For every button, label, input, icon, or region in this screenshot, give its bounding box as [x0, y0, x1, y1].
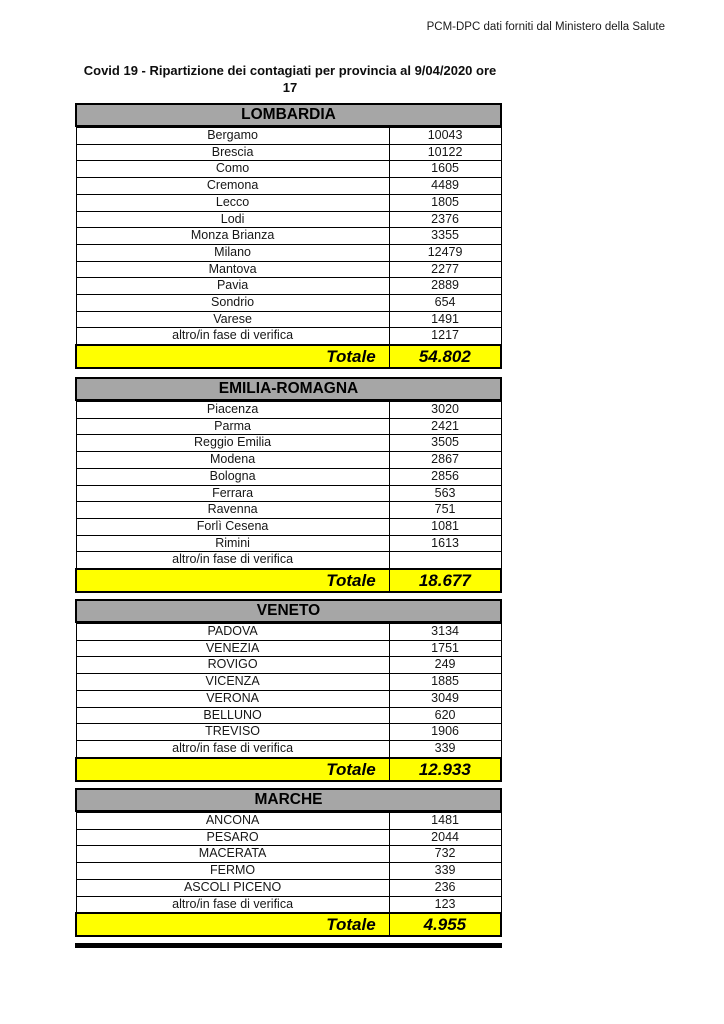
region-data-table — [75, 623, 502, 782]
table-row — [76, 144, 501, 161]
province-value: 12479 — [389, 244, 501, 261]
total-row — [76, 345, 501, 368]
province-name: Bergamo — [76, 128, 389, 145]
province-value: 732 — [389, 846, 501, 863]
page-title — [75, 62, 505, 96]
province-name: PESARO — [76, 829, 389, 846]
province-value: 2856 — [389, 468, 501, 485]
table-row — [76, 846, 501, 863]
province-name: PADOVA — [76, 624, 389, 641]
table-row — [76, 724, 501, 741]
table-row — [76, 813, 501, 830]
province-name: Lodi — [76, 211, 389, 228]
total-value: 4.955 — [389, 913, 501, 936]
province-name: Bologna — [76, 468, 389, 485]
province-name: Milano — [76, 244, 389, 261]
total-value: 18.677 — [389, 569, 501, 592]
province-value: 4489 — [389, 178, 501, 195]
table-row — [76, 740, 501, 757]
total-row — [76, 758, 501, 781]
province-name: altro/in fase di verifica — [76, 328, 389, 345]
province-name: BELLUNO — [76, 707, 389, 724]
table-row — [76, 161, 501, 178]
region-table-emilia-romagna — [75, 377, 502, 593]
province-value: 1613 — [389, 535, 501, 552]
region-data-table — [75, 401, 502, 593]
table-row — [76, 707, 501, 724]
table-row — [76, 640, 501, 657]
province-name: Monza Brianza — [76, 228, 389, 245]
province-name: Mantova — [76, 261, 389, 278]
province-name: Forlì Cesena — [76, 518, 389, 535]
province-value: 654 — [389, 295, 501, 312]
province-value: 3355 — [389, 228, 501, 245]
province-value: 563 — [389, 485, 501, 502]
table-row — [76, 295, 501, 312]
province-value: 10043 — [389, 128, 501, 145]
province-name: Reggio Emilia — [76, 435, 389, 452]
province-value: 3134 — [389, 624, 501, 641]
total-label: Totale — [76, 758, 389, 781]
province-value: 1605 — [389, 161, 501, 178]
province-name: Pavia — [76, 278, 389, 295]
province-value: 2889 — [389, 278, 501, 295]
province-value: 339 — [389, 740, 501, 757]
province-name: Sondrio — [76, 295, 389, 312]
next-table-top-border — [75, 943, 502, 948]
province-value: 2277 — [389, 261, 501, 278]
region-header: LOMBARDIA — [75, 103, 502, 127]
province-name: Ravenna — [76, 502, 389, 519]
page-header-note: PCM-DPC dati forniti dal Ministero della Salute — [426, 21, 665, 33]
province-value: 1805 — [389, 194, 501, 211]
province-name: Ferrara — [76, 485, 389, 502]
table-row — [76, 435, 501, 452]
province-name: Rimini — [76, 535, 389, 552]
page-title-line2: 17 — [282, 80, 298, 95]
total-label: Totale — [76, 569, 389, 592]
table-row — [76, 863, 501, 880]
province-value: 2867 — [389, 452, 501, 469]
region-header: MARCHE — [75, 788, 502, 812]
table-row — [76, 228, 501, 245]
total-row — [76, 913, 501, 936]
table-row — [76, 624, 501, 641]
region-data-table — [75, 812, 502, 937]
province-value: 2044 — [389, 829, 501, 846]
province-value: 1906 — [389, 724, 501, 741]
province-value: 3020 — [389, 402, 501, 419]
province-value: 2376 — [389, 211, 501, 228]
province-name: Piacenza — [76, 402, 389, 419]
province-name: Parma — [76, 418, 389, 435]
table-row — [76, 879, 501, 896]
table-row — [76, 535, 501, 552]
table-row — [76, 194, 501, 211]
table-row — [76, 328, 501, 345]
province-value: 620 — [389, 707, 501, 724]
table-row — [76, 452, 501, 469]
table-row — [76, 128, 501, 145]
province-value: 751 — [389, 502, 501, 519]
table-row — [76, 402, 501, 419]
province-name: Varese — [76, 311, 389, 328]
province-value: 3049 — [389, 690, 501, 707]
region-header: VENETO — [75, 599, 502, 623]
province-value: 1217 — [389, 328, 501, 345]
province-value: 236 — [389, 879, 501, 896]
province-name: VERONA — [76, 690, 389, 707]
table-row — [76, 657, 501, 674]
table-row — [76, 518, 501, 535]
table-row — [76, 211, 501, 228]
total-value: 12.933 — [389, 758, 501, 781]
table-row — [76, 896, 501, 913]
province-value: 1751 — [389, 640, 501, 657]
page-title-line1: Covid 19 - Ripartizione dei contagiati per provincia al 9/04/2020 ore — [83, 63, 497, 78]
province-value: 1081 — [389, 518, 501, 535]
province-name: ASCOLI PICENO — [76, 879, 389, 896]
province-name: ANCONA — [76, 813, 389, 830]
table-row — [76, 829, 501, 846]
total-label: Totale — [76, 345, 389, 368]
province-name: altro/in fase di verifica — [76, 896, 389, 913]
province-name: Como — [76, 161, 389, 178]
region-table-marche — [75, 788, 502, 937]
table-row — [76, 418, 501, 435]
table-row — [76, 178, 501, 195]
total-value: 54.802 — [389, 345, 501, 368]
table-row — [76, 261, 501, 278]
total-row — [76, 569, 501, 592]
province-name: TREVISO — [76, 724, 389, 741]
table-row — [76, 502, 501, 519]
province-value: 1885 — [389, 674, 501, 691]
province-value: 1481 — [389, 813, 501, 830]
table-row — [76, 690, 501, 707]
province-value — [389, 552, 501, 569]
province-value: 3505 — [389, 435, 501, 452]
province-name: MACERATA — [76, 846, 389, 863]
province-name: VICENZA — [76, 674, 389, 691]
table-row — [76, 485, 501, 502]
table-row — [76, 244, 501, 261]
province-name: Lecco — [76, 194, 389, 211]
province-value: 10122 — [389, 144, 501, 161]
table-row — [76, 674, 501, 691]
region-header: EMILIA-ROMAGNA — [75, 377, 502, 401]
province-value: 339 — [389, 863, 501, 880]
province-name: Cremona — [76, 178, 389, 195]
province-name: altro/in fase di verifica — [76, 740, 389, 757]
region-table-lombardia — [75, 103, 502, 369]
table-row — [76, 552, 501, 569]
region-table-veneto — [75, 599, 502, 782]
region-data-table — [75, 127, 502, 369]
table-row — [76, 311, 501, 328]
province-value: 1491 — [389, 311, 501, 328]
province-name: altro/in fase di verifica — [76, 552, 389, 569]
province-name: ROVIGO — [76, 657, 389, 674]
province-name: VENEZIA — [76, 640, 389, 657]
table-row — [76, 468, 501, 485]
table-row — [76, 278, 501, 295]
total-label: Totale — [76, 913, 389, 936]
province-name: Brescia — [76, 144, 389, 161]
province-name: FERMO — [76, 863, 389, 880]
province-value: 249 — [389, 657, 501, 674]
province-value: 2421 — [389, 418, 501, 435]
province-value: 123 — [389, 896, 501, 913]
province-name: Modena — [76, 452, 389, 469]
